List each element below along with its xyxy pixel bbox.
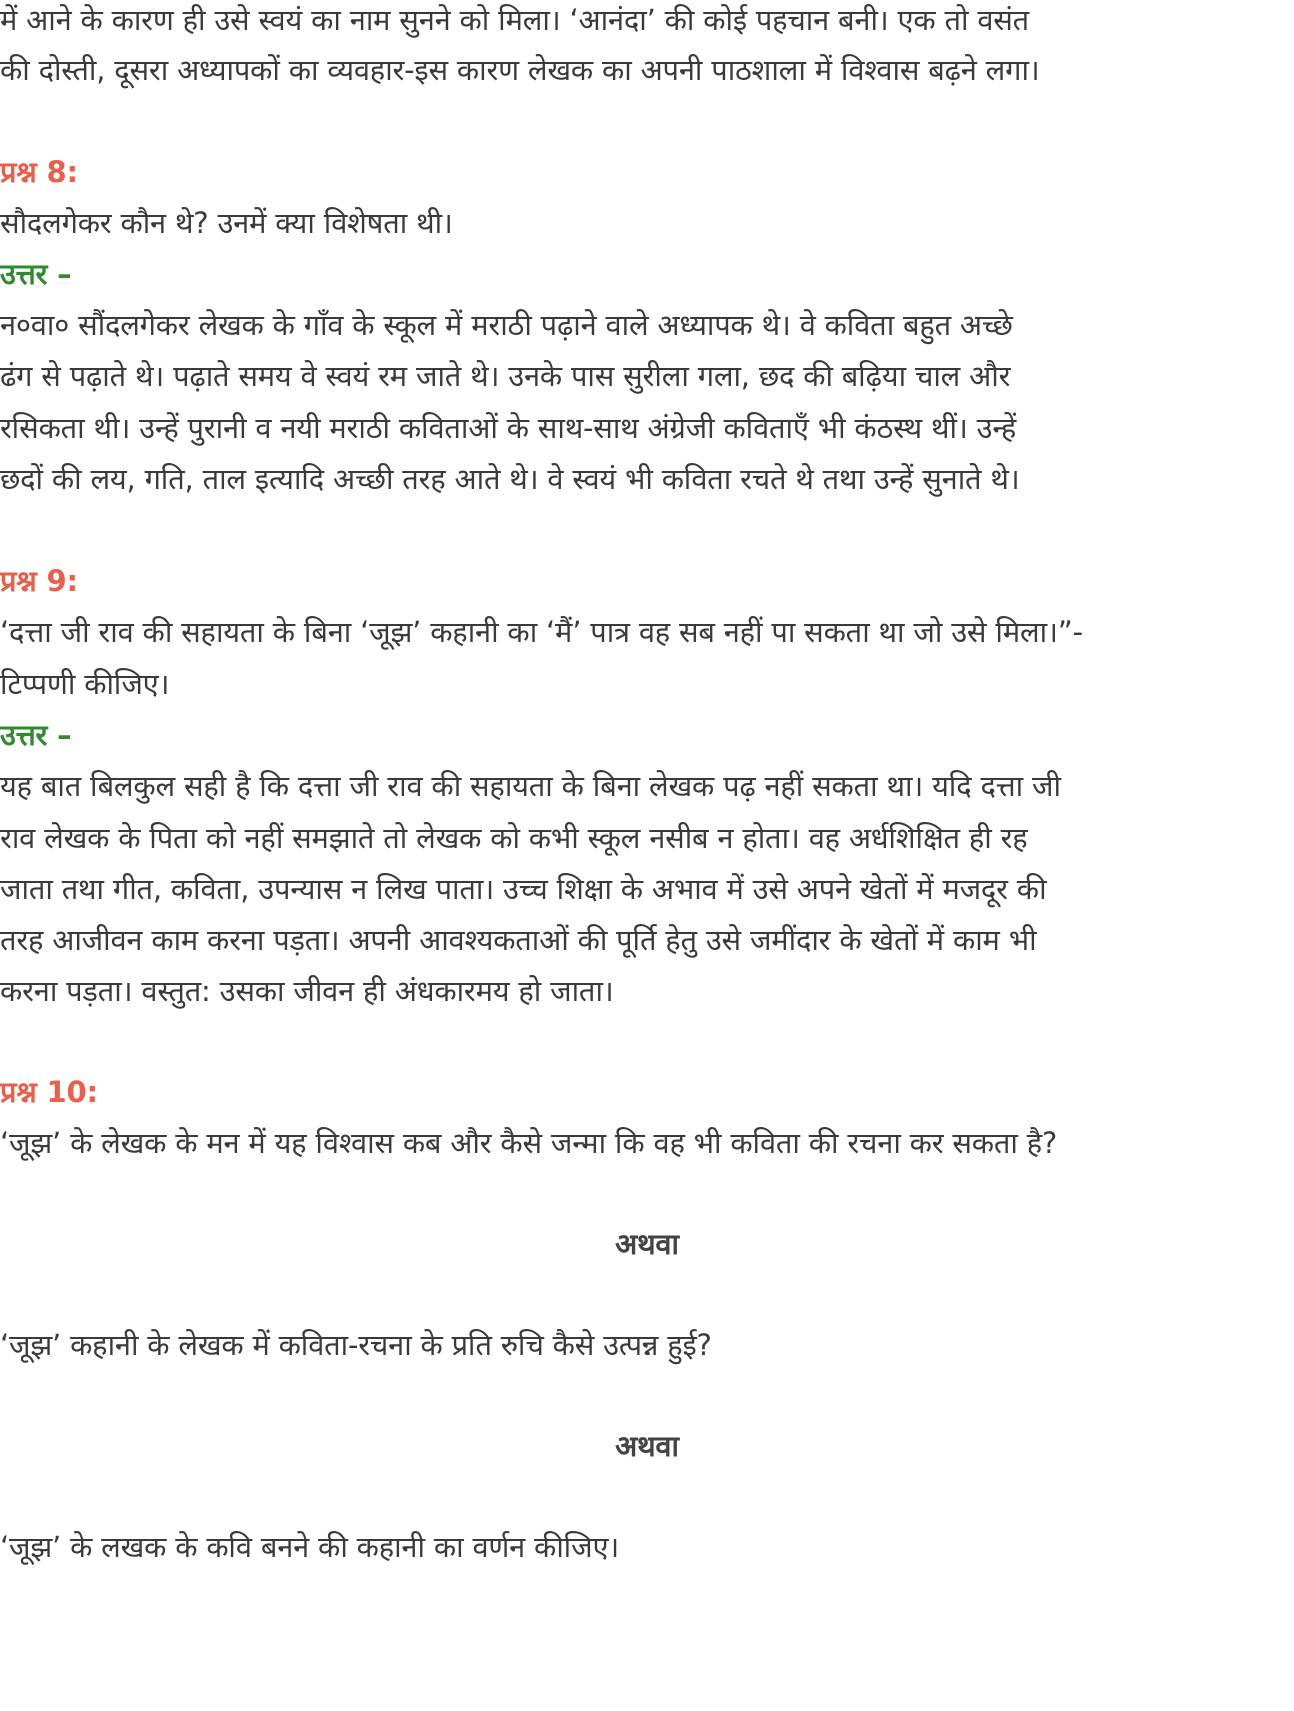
answer-9-line-2: राव लेखक के पिता को नहीं समझाते तो लेखक को कभी स्कूल नसीब न होता। वह अर्धशिक्षित ही रह xyxy=(0,821,1028,855)
answer-8-line-4: छदों की लय, गति, ताल इत्यादि अच्छी तरह आते थे। वे स्वयं भी कविता रचते थे तथा उन्हें सुनाते थे। xyxy=(0,462,1020,496)
or-divider-1: अथवा xyxy=(615,1227,679,1261)
question-9-line-1: ‘दत्ता जी राव की सहायता के बिना ‘जूझ’ कहानी का ‘मैं’ पात्र वह सब नहीं पा सकता था जो उसे मिला।”- xyxy=(0,615,1083,649)
question-8-text: सौदलगेकर कौन थे? उनमें क्या विशेषता थी। xyxy=(0,206,453,240)
question-10-alt-1: ‘जूझ’ कहानी के लेखक में कविता-रचना के प्रति रुचि कैसे उत्पन्न हुई? xyxy=(0,1328,712,1362)
answer-9-line-1: यह बात बिलकुल सही है कि दत्ता जी राव की सहायता के बिना लेखक पढ़ नहीं सकता था। यदि दत्ता जी xyxy=(0,769,1061,803)
answer-8-label: उत्तर – xyxy=(0,257,72,291)
intro-line-2: की दोस्ती, दूसरा अध्यापकों का व्यवहार-इस कारण लेखक का अपनी पाठशाला में विश्वास बढ़ने लगा। xyxy=(0,53,1040,87)
question-10-text: ‘जूझ’ के लेखक के मन में यह विश्वास कब और कैसे जन्मा कि वह भी कविता की रचना कर सकता है? xyxy=(0,1126,1058,1160)
answer-9-line-4: तरह आजीवन काम करना पड़ता। अपनी आवश्यकताओं की पूर्ति हेतु उसे जमींदार के खेतों में काम भी xyxy=(0,923,1037,957)
answer-8-line-1: न०वा० सौंदलगेकर लेखक के गाँव के स्कूल में मराठी पढ़ाने वाले अध्यापक थे। वे कविता बहुत अच्छे xyxy=(0,308,1013,342)
question-10-alt-2: ‘जूझ’ के लखक के कवि बनने की कहानी का वर्णन कीजिए। xyxy=(0,1530,620,1564)
intro-line-1: में आने के कारण ही उसे स्वयं का नाम सुनने को मिला। ‘आनंदा’ की कोई पहचान बनी। एक तो वसंत xyxy=(0,3,1030,37)
answer-9-line-3: जाता तथा गीत, कविता, उपन्यास न लिख पाता। उच्च शिक्षा के अभाव में उसे अपने खेतों में मजदूर की xyxy=(0,872,1047,906)
answer-8-line-2: ढंग से पढ़ाते थे। पढ़ाते समय वे स्वयं रम जाते थे। उनके पास सुरीला गला, छद की बढ़िया चाल और xyxy=(0,359,1011,393)
question-8-label: प्रश्न 8: xyxy=(0,155,78,189)
or-divider-2: अथवा xyxy=(615,1429,679,1463)
answer-9-line-5: करना पड़ता। वस्तुत: उसका जीवन ही अंधकारमय हो जाता। xyxy=(0,974,614,1008)
question-9-label: प्रश्न 9: xyxy=(0,564,78,598)
question-10-label: प्रश्न 10: xyxy=(0,1075,98,1109)
answer-8-line-3: रसिकता थी। उन्हें पुरानी व नयी मराठी कविताओं के साथ-साथ अंग्रेजी कविताएँ भी कंठस्थ थीं। उन्हें xyxy=(0,411,1017,445)
answer-9-label: उत्तर – xyxy=(0,718,72,752)
question-9-line-2: टिप्पणी कीजिए। xyxy=(0,667,170,701)
